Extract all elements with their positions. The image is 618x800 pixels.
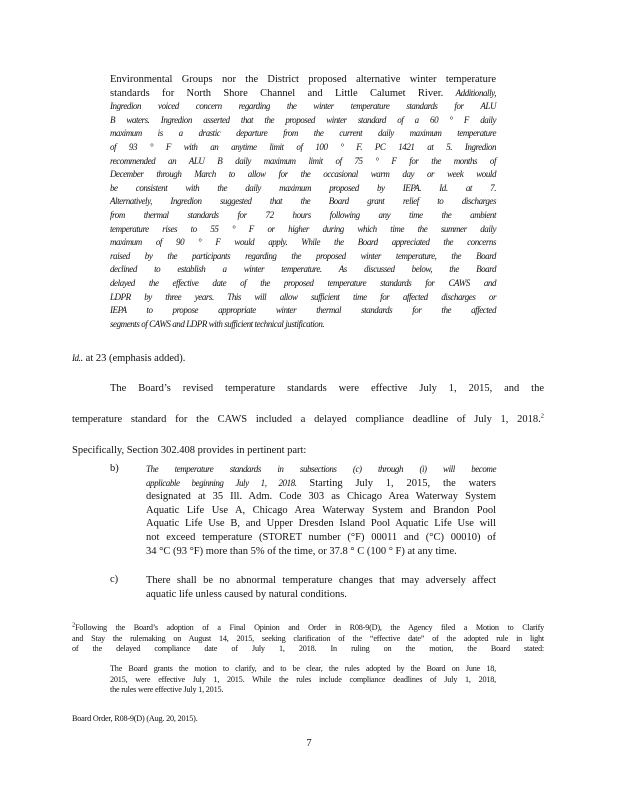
item-label-b: b) bbox=[110, 463, 119, 474]
quote-condensed-lines bbox=[110, 100, 496, 331]
paragraph-line: temperature standard for the CAWS included a delayed compliance deadline of July 1, 2018.$^2$ bbox=[72, 412, 544, 425]
footnote-quote-line: the rules were effective July 1, 2015. bbox=[110, 685, 224, 695]
quote-line: declined to establish a winter temperature. As discussed below, the Board bbox=[110, 264, 496, 275]
footnote-source: Board Order, R08-9(D) (Aug. 20, 2015). bbox=[72, 714, 198, 723]
footnote-reference[interactable]: 2 bbox=[540, 412, 544, 420]
paragraph-line: Specifically, Section 302.408 provides in pertinent part: bbox=[72, 445, 307, 456]
quote-line: from thermal standards for 72 hours following any time the ambient bbox=[110, 209, 496, 220]
quote-line: Alternatively, Ingredion suggested that the Board grant relief to discharges bbox=[110, 196, 496, 207]
quote-line: Environmental Groups nor the District proposed alternative winter temperature bbox=[110, 74, 496, 85]
block-quote bbox=[110, 73, 496, 331]
item-line: The temperature standards in subsections (c) through (i) will become bbox=[146, 464, 496, 474]
quote-line: IEPA to propose appropriate winter thermal standards for the affected bbox=[110, 305, 496, 316]
footnote-line: of the delayed compliance date of July 1, 2018. In ruling on the motion, the Board stated: bbox=[72, 644, 544, 654]
quote-line: LDPR by three years. This will allow sufficient time for affected discharges or bbox=[110, 291, 496, 302]
footnote-line: and Stay the rulemaking on August 14, 2015, seeking clarification of the “effective date” of the adopted rule in light bbox=[72, 633, 544, 643]
item-line: There shall be no abnormal temperature changes that may adversely affect bbox=[146, 575, 496, 586]
quote-line-tail: Additionally, bbox=[455, 87, 496, 98]
paragraph-line: The Board’s revised temperature standards were effective July 1, 2015, and the bbox=[110, 383, 544, 394]
quote-line: temperature rises to 55 ° F or higher during which time the summer daily bbox=[110, 223, 496, 234]
quote-line: delayed the effective date of the proposed temperature standards for CAWS and bbox=[110, 277, 496, 288]
footnote-number: 2 bbox=[72, 621, 76, 629]
quote-line: raised by the participants regarding the proposed winter temperature, the Board bbox=[110, 250, 496, 261]
item-line: aquatic life unless caused by natural conditions. bbox=[146, 588, 347, 600]
item-line: applicable beginning July 1, 2018. Starting July 1, 2015, the waters bbox=[146, 477, 497, 489]
footnote-quote-line: The Board grants the motion to clarify, and to be clear, the rules adopted by the Board on June 18, bbox=[110, 664, 496, 673]
quote-line: segments of CAWS and LDPR with sufficient technical justification. bbox=[110, 318, 325, 329]
quote-line: standards for North Shore Channel and Little Calumet River. Additionally, bbox=[110, 87, 496, 99]
page-number: 7 bbox=[306, 738, 312, 749]
quote-line: of 93 ° F with an anytime limit of 100 ° F. PC 1421 at 5. Ingredion bbox=[110, 141, 496, 152]
quote-line: recommended an ALU B daily maximum limit of 75 ° F for the months of bbox=[110, 155, 496, 166]
footnote-quote bbox=[110, 664, 496, 696]
citation-rest: . at 23 (emphasis added). bbox=[80, 353, 186, 364]
body-paragraph bbox=[72, 373, 544, 466]
citation-id: Id. bbox=[72, 353, 81, 363]
footnote-quote-line: 2015, were effective July 1, 2015. While the rules include compliance deadlines of July 1, 2018, bbox=[110, 674, 496, 684]
quote-line: maximum is a drastic departure from the current daily maximum temperature bbox=[110, 128, 496, 139]
item-line: designated at 35 Ill. Adm. Code 303 as Chicago Area Waterway System bbox=[146, 491, 496, 503]
quote-line: Ingredion voiced concern regarding the winter temperature standards for ALU bbox=[110, 101, 496, 112]
citation bbox=[72, 352, 185, 366]
item-line: Aquatic Life Use A, Chicago Area Waterway System and Brandon Pool bbox=[146, 504, 496, 516]
quote-line: B waters. Ingredion asserted that the proposed winter standard of a 60 ° F daily bbox=[110, 114, 496, 125]
item-c-text bbox=[146, 574, 496, 601]
quote-line: December through March to allow for the occasional warm day or week would bbox=[110, 169, 496, 180]
item-b-text bbox=[146, 463, 496, 558]
quote-line: be consistent with the daily maximum proposed by IEPA. Id. at 7. bbox=[110, 182, 496, 193]
item-label-c: c) bbox=[110, 574, 119, 585]
item-line: Aquatic Life Use B, and Upper Dresden Island Pool Aquatic Life Use will bbox=[146, 518, 496, 530]
footnote bbox=[72, 623, 544, 655]
item-line: 34 °C (93 °F) more than 5% of the time, or 37.8 ° C (100 ° F) at any time. bbox=[146, 545, 457, 557]
item-line: not exceed temperature (STORET number (°F) 00011 and (°C) 00010) of bbox=[146, 531, 496, 543]
quote-line: maximum of 90 ° F would apply. While the Board appreciated the concerns bbox=[110, 237, 496, 248]
footnote-line: $^2$Following the Board’s adoption of a Final Opinion and Order in R08-9(D), the Agency filed a Motion to Clarify bbox=[72, 621, 544, 632]
